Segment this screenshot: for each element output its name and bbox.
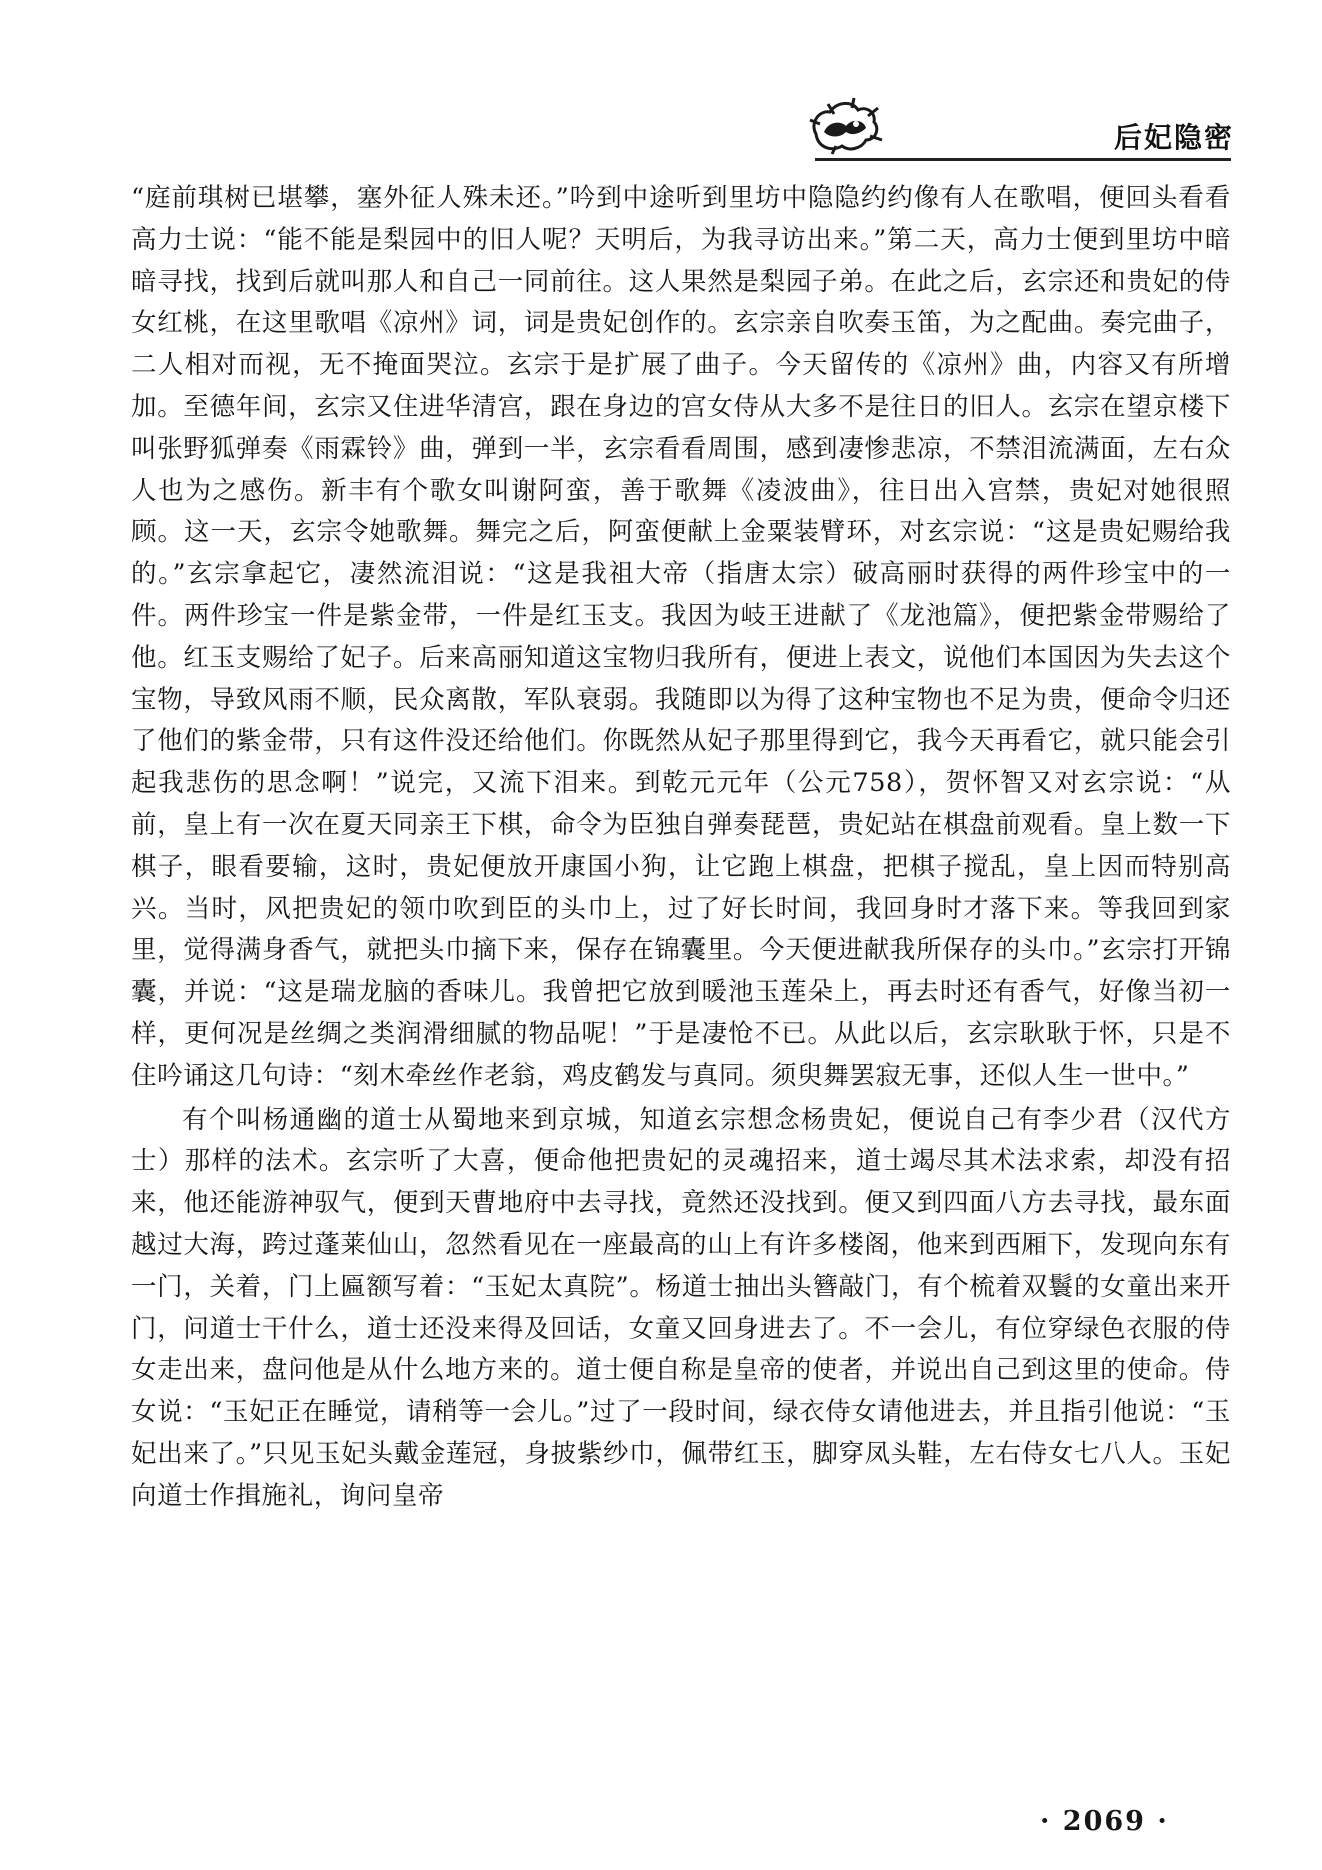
dragon-emblem-icon	[806, 94, 884, 156]
paragraph: 有个叫杨通幽的道士从蜀地来到京城，知道玄宗想念杨贵妃，便说自己有李少君（汉代方士）那样的法术。玄宗听了大喜，便命他把贵妃的灵魂招来，道士竭尽其术法求索，却没有招来，他还能游神驭气，便到天曹地府中去寻找，竟然还没找到。便又到四面八方去寻找，最东面越过大海，跨过蓬莱仙山，忽然看见在一座最高的山上有许多楼阁，他来到西厢下，发现向东有一门，关着，门上匾额写着：“玉妃太真院”。杨道士抽出头簪敲门，有个梳着双鬟的女童出来开门，问道士干什么，道士还没来得及回话，女童又回身进去了。不一会儿，有位穿绿色衣服的侍女走出来，盘问他是从什么地方来的。道士便自称是皇帝的使者，并说出自己到这里的使命。侍女说：“玉妃正在睡觉，请稍等一会儿。”过了一段时间，绿衣侍女请他进去，并且指引他说：“玉妃出来了。”只见玉妃头戴金莲冠，身披紫纱巾，佩带红玉，脚穿凤头鞋，左右侍女七八人。玉妃向道士作揖施礼，询问皇帝	[131, 1104, 1231, 1511]
page-number: · 2069 ·	[1040, 1806, 1169, 1837]
paragraph: “庭前琪树已堪攀，塞外征人殊未还。”吟到中途听到里坊中隐隐约约像有人在歌唱，便回头看看高力士说：“能不能是梨园中的旧人呢？天明后，为我寻访出来。”第二天，高力士便到里坊中暗暗寻找，找到后就叫那人和自己一同前往。这人果然是梨园子弟。在此之后，玄宗还和贵妃的侍女红桃，在这里歌唱《凉州》词，词是贵妃创作的。玄宗亲自吹奏玉笛，为之配曲。奏完曲子，二人相对而视，无不掩面哭泣。玄宗于是扩展了曲子。今天留传的《凉州》曲，内容又有所增加。至德年间，玄宗又住进华清宫，跟在身边的宫女侍从大多不是往日的旧人。玄宗在望京楼下叫张野狐弹奏《雨霖铃》曲，弹到一半，玄宗看看周围，感到凄惨悲凉，不禁泪流满面，左右众人也为之感伤。新丰有个歌女叫谢阿蛮，善于歌舞《凌波曲》，往日出入宫禁，贵妃对她很照顾。这一天，玄宗令她歌舞。舞完之后，阿蛮便献上金粟装臂环，对玄宗说：“这是贵妃赐给我的。”玄宗拿起它，凄然流泪说：“这是我祖大帝（指唐太宗）破高丽时获得的两件珍宝中的一件。两件珍宝一件是紫金带，一件是红玉支。我因为岐王进献了《龙池篇》，便把紫金带赐给了他。红玉支赐给了妃子。后来高丽知道这宝物归我所有，便进上表文，说他们本国因为失去这个宝物，导致风雨不顺，民众离散，军队衰弱。我随即以为得了这种宝物也不足为贵，便命令归还了他们的紫金带，只有这件没还给他们。你既然从妃子那里得到它，我今天再看它，就只能会引起我悲伤的思念啊！”说完，又流下泪来。到乾元元年（公元758），贺怀智又对玄宗说：“从前，皇上有一次在夏天同亲王下棋，命令为臣独自弹奏琵琶，贵妃站在棋盘前观看。皇上数一下棋子，眼看要输，这时，贵妃便放开康国小狗，让它跑上棋盘，把棋子搅乱，皇上因而特别高兴。当时，风把贵妃的领巾吹到臣的头巾上，过了好长时间，我回身时才落下来。等我回到家里，觉得满身香气，就把头巾摘下来，保存在锦囊里。今天便进献我所保存的头巾。”玄宗打开锦囊，并说：“这是瑞龙脑的香味儿。我曾把它放到暖池玉莲朵上，再去时还有香气，好像当初一样，更何况是丝绸之类润滑细腻的物品呢！”于是凄怆不已。从此以后，玄宗耿耿于怀，只是不住吟诵这几句诗：“刻木牵丝作老翁，鸡皮鹤发与真同。须臾舞罢寂无事，还似人生一世中。”	[131, 183, 1231, 1091]
body-text	[131, 178, 1231, 1778]
running-header-title: 后妃隐密	[1114, 121, 1235, 154]
running-header	[0, 0, 1322, 170]
header-rule	[815, 158, 1231, 161]
